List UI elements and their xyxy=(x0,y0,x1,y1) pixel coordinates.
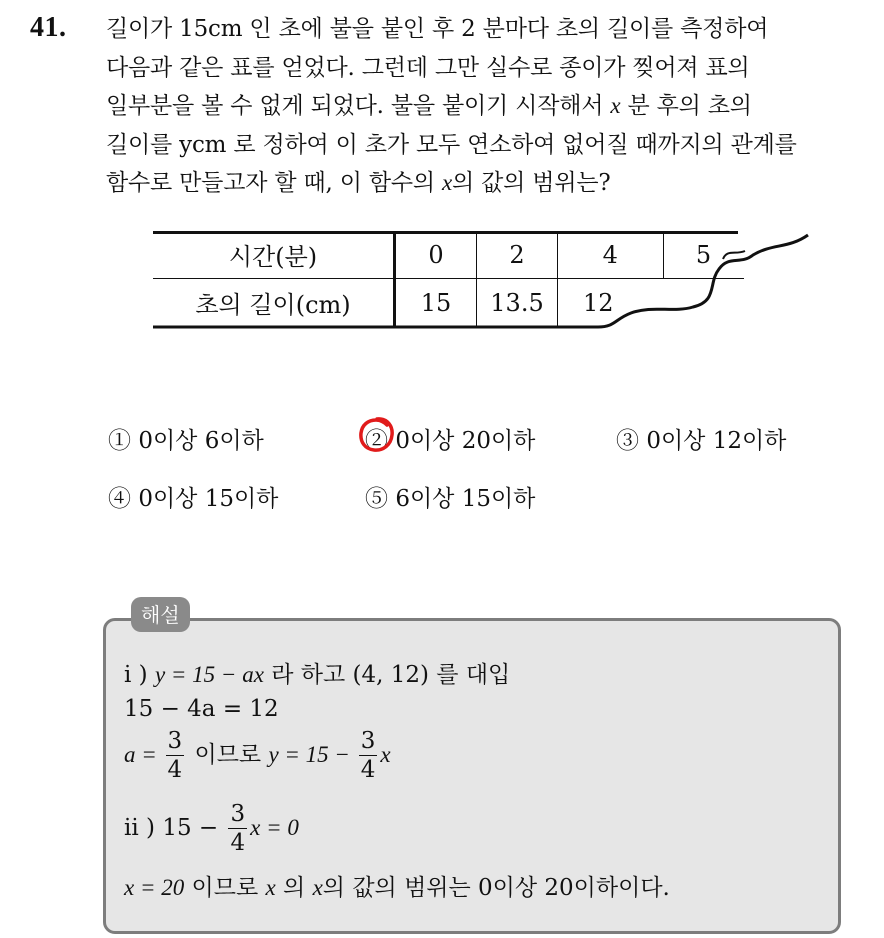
choice-2[interactable]: ② 0이상 20이하 xyxy=(365,422,535,455)
table-cell: 0 xyxy=(395,231,477,279)
question-line-3: 일부분을 볼 수 없게 되었다. 불을 붙이기 시작해서 x 분 후의 초의 xyxy=(106,93,752,119)
torn-edge-graphic xyxy=(153,231,813,343)
table-cell: 2 xyxy=(477,231,558,279)
solution-line-1: i ) y = 15 − ax 라 하고 (4, 12) 를 대입 xyxy=(124,662,511,688)
table-cell: 15 xyxy=(395,279,477,327)
question-number: 41. xyxy=(30,12,67,43)
solution-label: 해설 xyxy=(131,597,190,632)
table-header-time: 시간(분) xyxy=(153,231,395,279)
fraction: $\frac{3}{4}$ xyxy=(167,728,183,783)
fraction: $\frac{3}{4}$ xyxy=(230,801,246,856)
choice-3[interactable]: ③ 0이상 12이하 xyxy=(616,428,787,454)
data-table xyxy=(153,231,744,326)
choice-1[interactable]: ① 0이상 6이하 xyxy=(108,428,264,454)
question-line-1: 길이가 15cm 인 초에 불을 붙인 후 2 분마다 초의 길이를 측정하여 xyxy=(106,16,769,42)
question-line-2: 다음과 같은 표를 얻었다. 그런데 그만 실수로 종이가 찢어져 표의 xyxy=(106,54,750,81)
table-header-length: 초의 길이(cm) xyxy=(153,279,395,327)
question-line-5: 함수로 만들고자 할 때, 이 함수의 x의 값의 범위는? xyxy=(106,170,611,196)
table-cell: 13.5 xyxy=(477,279,558,327)
table-cell: 4 xyxy=(558,231,664,279)
selected-answer-circle-icon xyxy=(357,415,395,453)
solution-line-5: x = 20 이므로 x 의 x의 값의 범위는 0이상 20이하이다. xyxy=(124,875,670,901)
choice-5[interactable]: ⑤ 6이상 15이하 xyxy=(365,486,536,512)
solution-line-4: ii ) 15 − $\frac{3}{4}$ x = 0 xyxy=(124,801,299,856)
fraction: $\frac{3}{4}$ xyxy=(360,728,376,783)
table-cell: 5 xyxy=(663,231,744,279)
question-line-4: 길이를 ycm 로 정하여 이 초가 모두 연소하여 없어질 때까지의 관계를 xyxy=(106,131,797,158)
solution-line-3: a = $\frac{3}{4}$ 이므로 y = 15 − $\frac{3}{4}$ x xyxy=(124,728,391,783)
solution-line-2: 15 − 4a = 12 xyxy=(124,696,279,722)
question-text xyxy=(106,10,866,203)
table-cell: 12 xyxy=(583,288,614,317)
choice-4[interactable]: ④ 0이상 15이하 xyxy=(108,486,279,512)
